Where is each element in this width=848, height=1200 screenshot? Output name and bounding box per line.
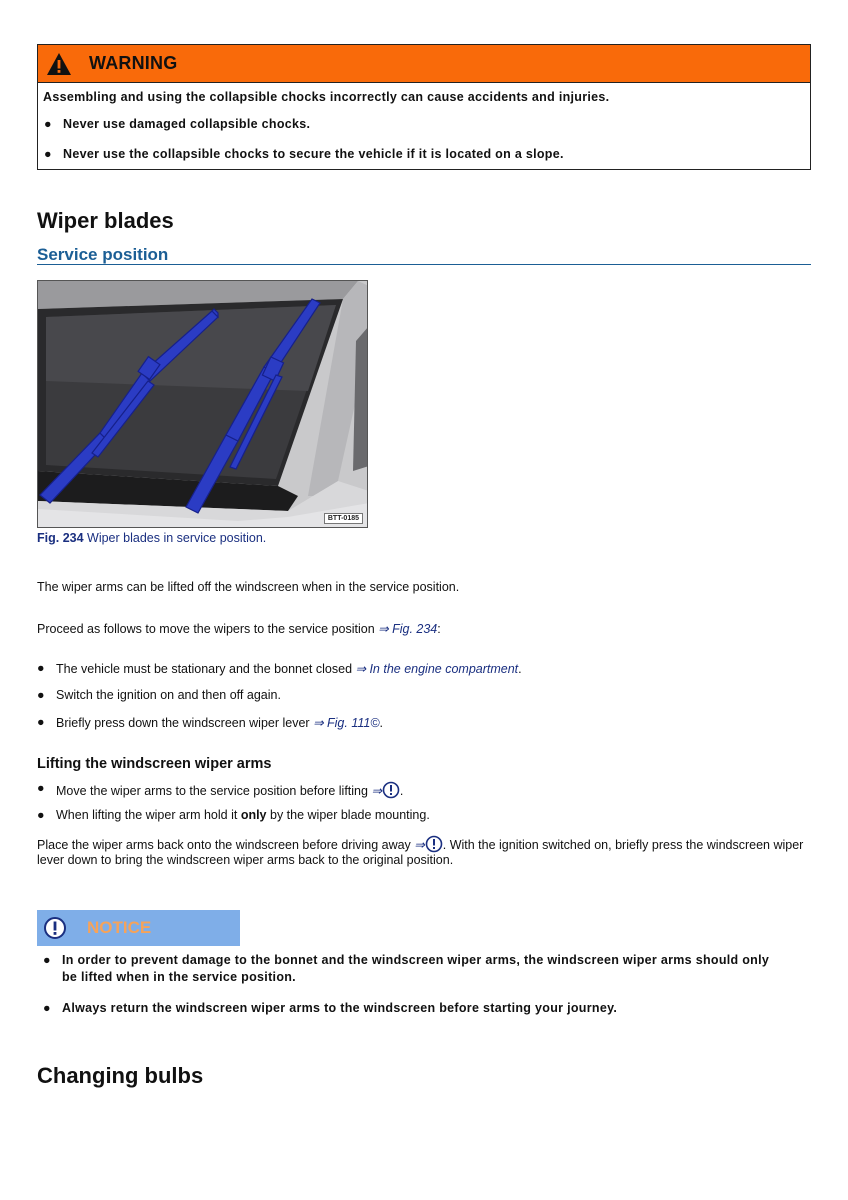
notice-title: NOTICE [87,918,152,937]
bullet-icon: ● [44,147,52,161]
warning-box [37,44,811,170]
notice-exclamation-icon [382,781,400,799]
fig-link[interactable]: ⇒ Fig. 234 [378,622,438,636]
wiper-illustration [38,281,368,528]
notice-link[interactable]: ⇒ [414,838,425,852]
bullet-icon: ● [37,688,45,702]
bullet-icon: ● [37,781,45,795]
list-item: ● Switch the ignition on and then off again. [37,688,281,702]
figure-wiper-illustration [37,280,368,528]
subsection-rule [37,264,811,265]
section-heading: Wiper blades [37,208,174,233]
bullet-icon: ● [37,808,45,822]
figure-caption: Fig. 234 Wiper blades in service position. [37,531,267,545]
bullet-icon: ● [37,661,45,675]
lifting-heading: Lifting the windscreen wiper arms [37,756,272,772]
notice-header [37,910,240,946]
warning-triangle-icon [46,52,72,76]
list-item: ● Move the wiper arms to the service position before lifting ⇒ . [37,781,404,798]
notice-link[interactable]: ⇒ [371,784,382,798]
list-item: ● When lifting the wiper arm hold it only by the wiper blade mounting. [37,808,430,822]
warning-item: ● Never use damaged collapsible chocks. [44,117,311,131]
bullet-icon: ● [37,715,45,729]
paragraph-continuation: lever down to bring the windscreen wiper arms back to the original position. [37,853,454,867]
warning-item: ● Never use the collapsible chocks to secure the vehicle if it is located on a slope. [44,147,564,161]
bullet-icon: ● [43,1001,51,1015]
list-item: ● The vehicle must be stationary and the bonnet closed ⇒ In the engine compartment. [37,661,522,676]
notice-item: ● In order to prevent damage to the bonnet and the windscreen wiper arms, the windscreen wiper arms should only be lifted when in the service position. [43,953,770,984]
notice-exclamation-icon [43,916,67,940]
section-heading: Changing bulbs [37,1063,204,1088]
subsection-heading: Service position [37,245,169,264]
warning-title: WARNING [89,53,178,73]
notice-exclamation-icon [425,835,443,853]
paragraph: Proceed as follows to move the wipers to the service position ⇒ Fig. 234: [37,622,441,636]
fig-link[interactable]: ⇒ Fig. 111© [313,716,380,730]
warning-lead: Assembling and using the collapsible chocks incorrectly can cause accidents and injuries. [43,90,610,104]
warning-header [38,45,810,83]
paragraph: Place the wiper arms back onto the windscreen before driving away ⇒ . With the ignition switched on, briefly press the windscreen wiper [37,835,803,853]
engine-compartment-link[interactable]: ⇒ In the engine compartment [355,662,519,676]
bullet-icon: ● [43,953,51,967]
figure-code: BTT-0185 [324,513,363,524]
notice-item: ● Always return the windscreen wiper arms to the windscreen before starting your journey. [43,1001,618,1015]
paragraph: The wiper arms can be lifted off the windscreen when in the service position. [37,580,460,594]
bullet-icon: ● [44,117,52,131]
list-item: ● Briefly press down the windscreen wiper lever ⇒ Fig. 111©. [37,715,384,730]
